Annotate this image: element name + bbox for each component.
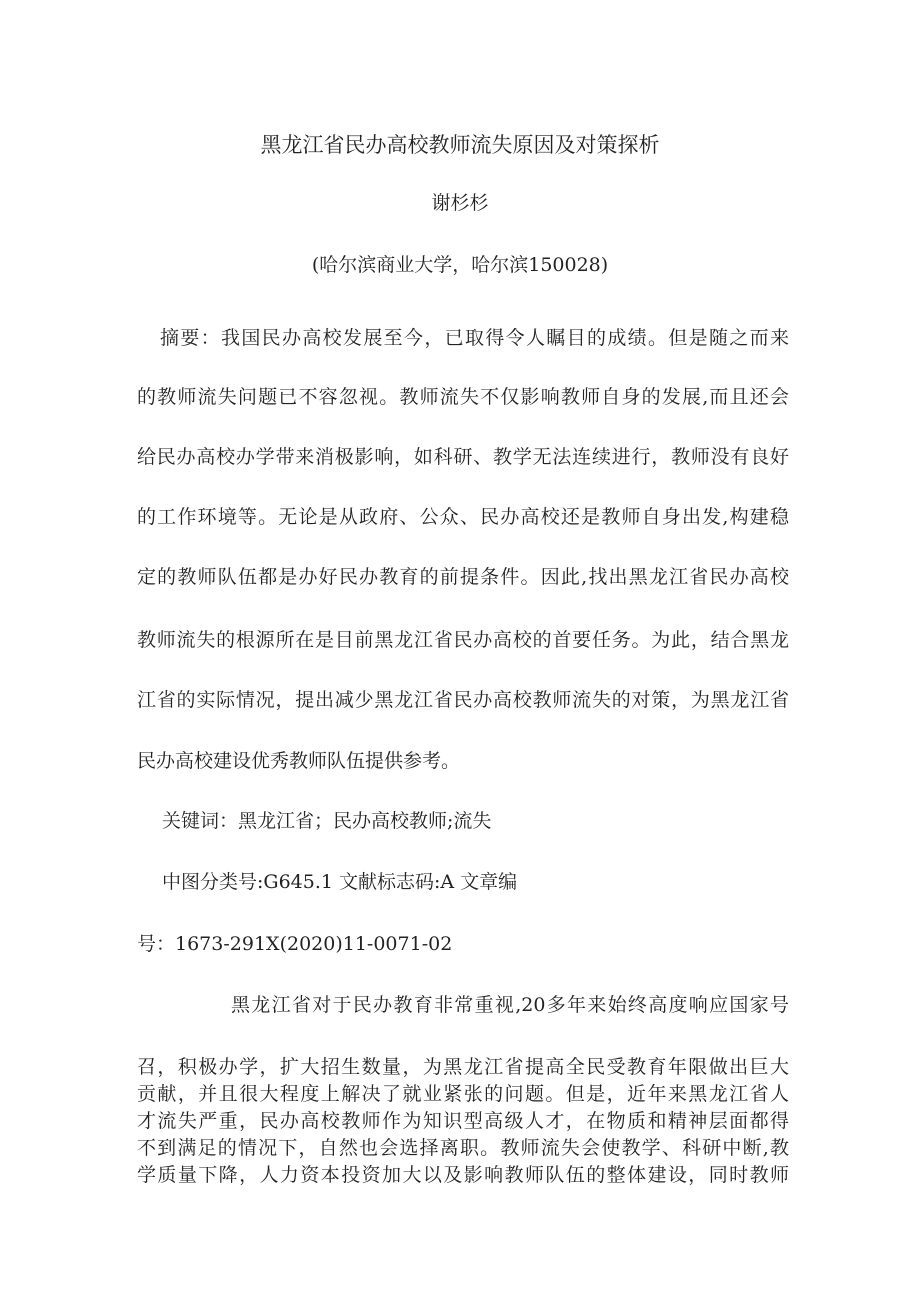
paper-title: 黑龙江省民办高校教师流失原因及对策探析	[260, 133, 660, 157]
body-first-line: 黑龙江省对于民办教育非常重视,20多年来始终高度响应国家号	[231, 994, 789, 1016]
author-name: 谢杉杉	[431, 192, 489, 214]
body-paragraph	[137, 1054, 789, 1189]
abstract-line: 教师流失的根源所在是目前黑龙江省民办高校的首要任务。为此，结合黑龙	[137, 629, 789, 651]
body-line: 才流失严重，民办高校教师作为知识型高级人才，在物质和精神层面都得	[137, 1110, 789, 1132]
body-line: 学质量下降，人力资本投资加大以及影响教师队伍的整体建设，同时教师	[137, 1164, 789, 1186]
abstract-line: 江省的实际情况，提出减少黑龙江省民办高校教师流失的对策，为黑龙江省	[137, 689, 789, 711]
keywords: 关键词：黑龙江省；民办高校教师;流失	[162, 810, 492, 832]
article-number: 号：1673-291X(2020)11-0071-02	[137, 933, 453, 955]
abstract-line: 的教师流失问题已不容忽视。教师流失不仅影响教师自身的发展,而且还会	[137, 386, 789, 408]
abstract-line: 摘要：我国民办高校发展至今，已取得令人瞩目的成绩。但是随之而来	[160, 327, 789, 349]
abstract-line: 的工作环境等。无论是从政府、公众、民办高校还是教师自身出发,构建稳	[137, 506, 789, 528]
body-line: 不到满足的情况下，自然也会选择离职。教师流失会使教学、科研中断,教	[137, 1137, 789, 1159]
abstract-line: 定的教师队伍都是办好民办教育的前提条件。因此,找出黑龙江省民办高校	[137, 566, 789, 588]
abstract-line: 给民办高校办学带来消极影响，如科研、教学无法连续进行，教师没有良好	[137, 446, 789, 468]
body-line: 贡献，并且很大程度上解决了就业紧张的问题。但是，近年来黑龙江省人	[137, 1083, 789, 1105]
body-line: 召，积极办学，扩大招生数量，为黑龙江省提高全民受教育年限做出巨大	[137, 1056, 789, 1078]
classification-code: 中图分类号:G645.1 文献标志码:A 文章编	[162, 871, 518, 893]
author-affiliation: (哈尔滨商业大学，哈尔滨150028)	[311, 254, 609, 276]
abstract-line: 民办高校建设优秀教师队伍提供参考。	[137, 750, 461, 772]
